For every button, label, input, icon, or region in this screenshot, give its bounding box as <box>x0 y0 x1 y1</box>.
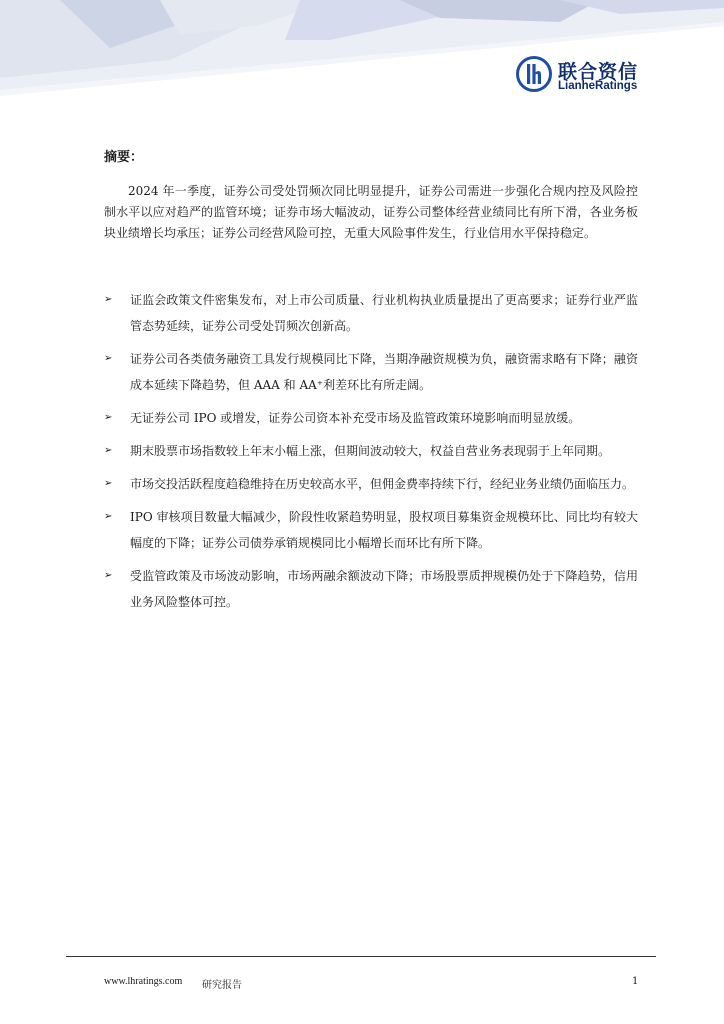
arrow-bullet-icon: ➢ <box>104 294 113 305</box>
footer-doc-type: 研究报告 <box>202 980 242 991</box>
footer-website-link[interactable]: www.lhratings.com <box>104 976 183 987</box>
page-number: 1 <box>632 976 639 987</box>
list-item <box>104 438 638 464</box>
brand-name-en: LianheRatings <box>558 80 638 92</box>
arrow-bullet-icon: ➢ <box>104 353 113 364</box>
brand-name-cn: 联合资信 <box>558 61 639 83</box>
summary-intro: 2024 年一季度，证券公司受处罚频次同比明显提升，证券公司需进一步强化合规内控及风险控制水平以应对趋严的监管环境；证券市场大幅波动，证券公司整体经营业绩同比有所下滑，各业务板块业绩增长均承压；证券公司经营风险可控，无重大风险事件发生，行业信用水平保持稳定。 <box>104 184 638 240</box>
list-item <box>104 405 638 431</box>
arrow-bullet-icon: ➢ <box>104 445 113 456</box>
list-item <box>104 563 638 615</box>
bullet-text: 无证券公司 IPO 或增发，证券公司资本补充受市场及监管政策环境影响而明显放缓。 <box>130 411 581 425</box>
arrow-bullet-icon: ➢ <box>104 570 113 581</box>
lianhe-logo-icon <box>516 56 552 92</box>
summary-bullet-list <box>104 287 638 615</box>
list-item <box>104 346 638 398</box>
bullet-text: 期末股票市场指数较上年末小幅上涨，但期间波动较大，权益自营业务表现弱于上年同期。 <box>130 444 611 458</box>
bullet-text: 证监会政策文件密集发布，对上市公司质量、行业机构执业质量提出了更高要求；证券行业严监管态势延续，证券公司受处罚频次创新高。 <box>130 293 638 333</box>
list-item <box>104 471 638 497</box>
bullet-text: 受监管政策及市场波动影响，市场两融余额波动下降；市场股票质押规模仍处于下降趋势，信用业务风险整体可控。 <box>130 569 638 609</box>
list-item <box>104 504 638 556</box>
bullet-text: 证券公司各类债务融资工具发行规模同比下降，当期净融资规模为负，融资需求略有下降；融资成本延续下降趋势，但 AAA 和 AA⁺利差环比有所走阔。 <box>130 352 638 392</box>
bullet-text: 市场交投活跃程度趋稳维持在历史较高水平，但佣金费率持续下行，经纪业务业绩仍面临压力。 <box>130 477 635 491</box>
arrow-bullet-icon: ➢ <box>104 511 113 522</box>
arrow-bullet-icon: ➢ <box>104 412 113 423</box>
summary-title: 摘要： <box>104 150 144 165</box>
footer-divider <box>66 956 656 957</box>
list-item <box>104 287 638 339</box>
bullet-text: IPO 审核项目数量大幅减少，阶段性收紧趋势明显，股权项目募集资金规模环比、同比均有较大幅度的下降；证券公司债券承销规模同比小幅增长而环比有所下降。 <box>130 510 638 550</box>
arrow-bullet-icon: ➢ <box>104 478 113 489</box>
brand-logo <box>516 56 646 94</box>
